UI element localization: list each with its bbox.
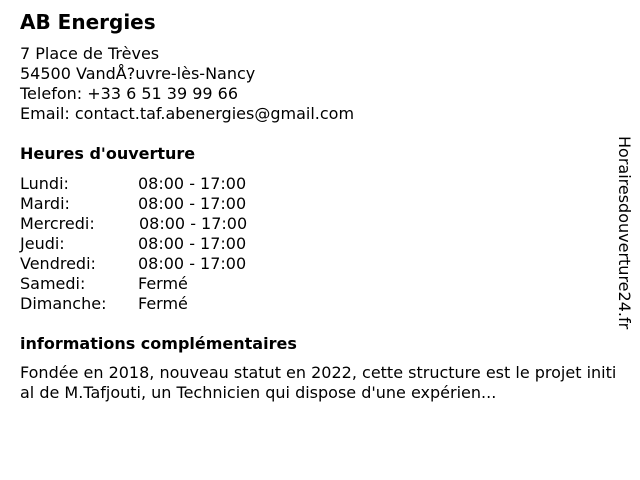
day-label-saturday: Samedi: (20, 274, 86, 293)
address-line2: 54500 VandÅ?uvre-lès-Nancy (20, 64, 256, 83)
site-watermark: Horairesdouverture24.fr (615, 136, 634, 330)
hours-friday: 08:00 - 17:00 (138, 254, 247, 273)
day-label-sunday: Dimanche: (20, 294, 107, 313)
business-name: AB Energies (20, 10, 156, 34)
day-label-wednesday: Mercredi: (20, 214, 95, 233)
hours-monday: 08:00 - 17:00 (138, 174, 247, 193)
day-label-monday: Lundi: (20, 174, 69, 193)
day-label-friday: Vendredi: (20, 254, 96, 273)
hours-heading: Heures d'ouverture (20, 144, 196, 163)
email-address: Email: contact.taf.abenergies@gmail.com (20, 104, 355, 123)
hours-wednesday: 08:00 - 17:00 (139, 214, 248, 233)
info-heading: informations complémentaires (20, 334, 297, 353)
info-text: Fondée en 2018, nouveau statut en 2022, cette structure est le projet initial de M.Tafjouti, un Technicien qui dispose d'une expérien... (20, 363, 617, 402)
hours-saturday: Fermé (138, 274, 188, 293)
hours-thursday: 08:00 - 17:00 (138, 234, 247, 253)
address-line1: 7 Place de Trèves (20, 44, 160, 63)
day-label-thursday: Jeudi: (20, 234, 65, 253)
phone-number: Telefon: +33 6 51 39 99 66 (20, 84, 239, 103)
hours-sunday: Fermé (138, 294, 188, 313)
hours-tuesday: 08:00 - 17:00 (138, 194, 247, 213)
day-label-tuesday: Mardi: (20, 194, 70, 213)
